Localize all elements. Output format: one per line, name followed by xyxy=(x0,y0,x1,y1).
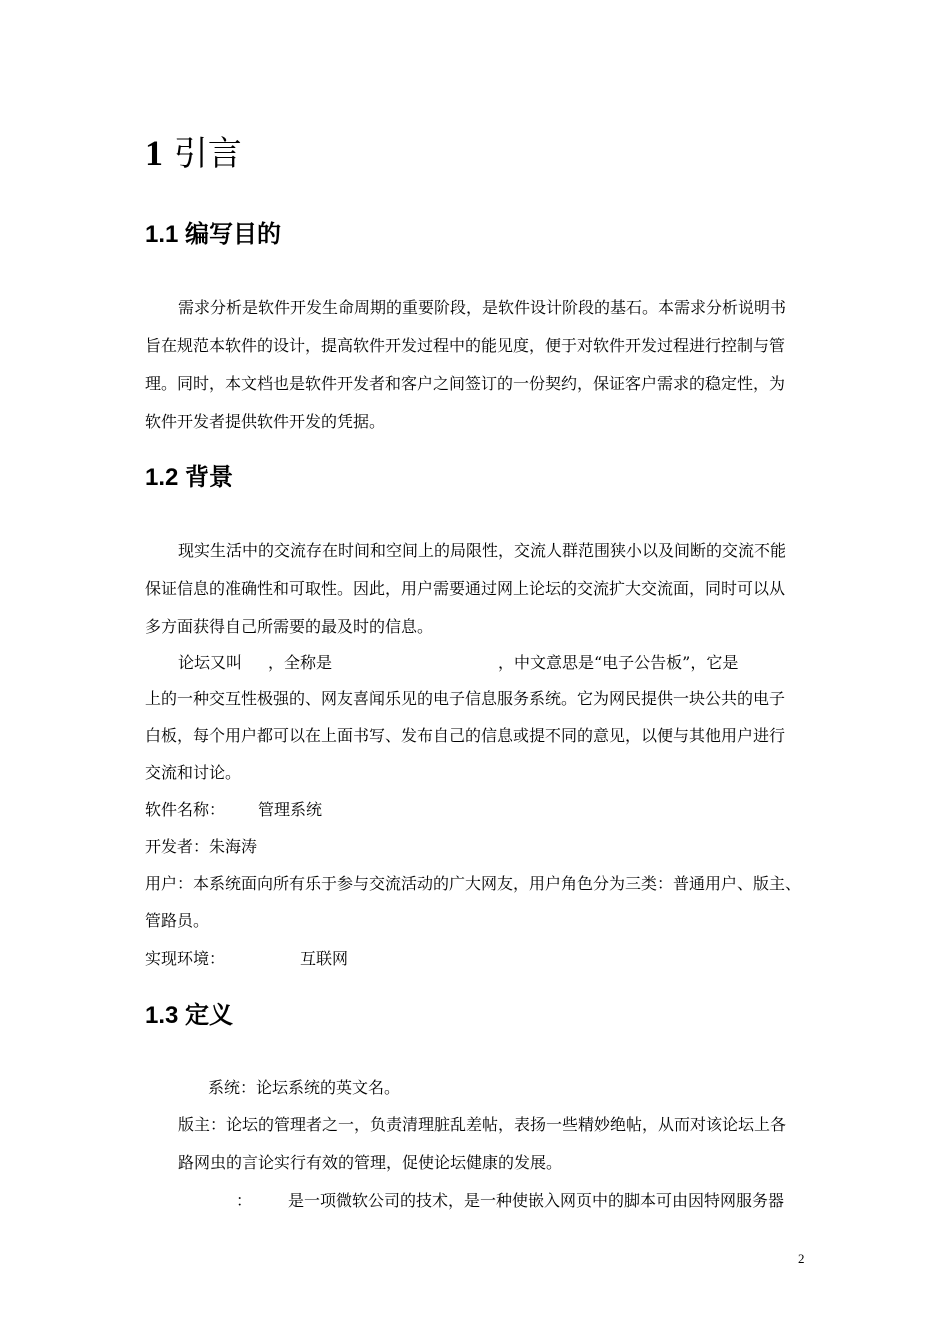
background-line-1: 现实生活中的交流存在时间和空间上的局限性，交流人群范围狭小以及间断的交流不能 xyxy=(178,541,787,560)
section-heading-1-1: 1.1 编写目的 xyxy=(145,221,282,248)
definition-tech-text: 是一项微软公司的技术，是一种使嵌入网页中的脚本可由因特网服务器 xyxy=(288,1191,785,1210)
users-line-1: 用户：本系统面向所有乐于参与交流活动的广大网友，用户角色分为三类：普通用户、版主、 xyxy=(145,874,802,893)
software-name-label: 软件名称： xyxy=(145,800,226,819)
bbs-intro-part-a: 论坛又叫 xyxy=(178,653,243,672)
purpose-line-2: 旨在规范本软件的设计，提高软件开发过程中的能见度，便于对软件开发过程进行控制与管 xyxy=(145,336,786,355)
env-label: 实现环境： xyxy=(145,949,226,968)
chapter-heading xyxy=(145,128,242,179)
definition-moderator-line-2: 路网虫的言论实行有效的管理，促使论坛健康的发展。 xyxy=(178,1153,563,1172)
env-value: 互联网 xyxy=(300,949,349,968)
bbs-intro-line-2: 上的一种交互性极强的、网友喜闻乐见的电子信息服务系统。它为网民提供一块公共的电子 xyxy=(145,689,786,708)
background-line-3: 多方面获得自己所需要的最及时的信息。 xyxy=(145,617,434,636)
definition-tech-colon: ： xyxy=(236,1191,253,1210)
bbs-intro-part-b: ，全称是 xyxy=(268,653,333,672)
software-name-value: 管理系统 xyxy=(258,800,323,819)
users-line-2: 管路员。 xyxy=(145,911,210,930)
purpose-line-1: 需求分析是软件开发生命周期的重要阶段，是软件设计阶段的基石。本需求分析说明书 xyxy=(178,298,787,317)
definition-system: 系统：论坛系统的英文名。 xyxy=(208,1078,401,1097)
page-number: 2 xyxy=(798,1251,805,1266)
bbs-intro-line-4: 交流和讨论。 xyxy=(145,763,242,782)
purpose-line-3: 理。同时，本文档也是软件开发者和客户之间签订的一份契约，保证客户需求的稳定性，为 xyxy=(145,374,786,393)
bbs-intro-line-3: 白板，每个用户都可以在上面书写、发布自己的信息或提不同的意见，以便与其他用户进行 xyxy=(145,726,786,745)
section-heading-1-2: 1.2 背景 xyxy=(145,464,234,491)
bbs-intro-part-c: ，中文意思是“电子公告板”，它是 xyxy=(498,653,739,672)
purpose-line-4: 软件开发者提供软件开发的凭据。 xyxy=(145,412,386,431)
section-heading-1-3: 1.3 定义 xyxy=(145,1002,234,1029)
developer-line: 开发者：朱海涛 xyxy=(145,837,258,856)
definition-moderator-line-1: 版主：论坛的管理者之一，负责清理脏乱差帖，表扬一些精妙绝帖，从而对该论坛上各 xyxy=(178,1115,787,1134)
chapter-number: 1 xyxy=(145,133,163,173)
background-line-2: 保证信息的准确性和可取性。因此，用户需要通过网上论坛的交流扩大交流面，同时可以从 xyxy=(145,579,786,598)
chapter-title: 引言 xyxy=(173,134,242,174)
